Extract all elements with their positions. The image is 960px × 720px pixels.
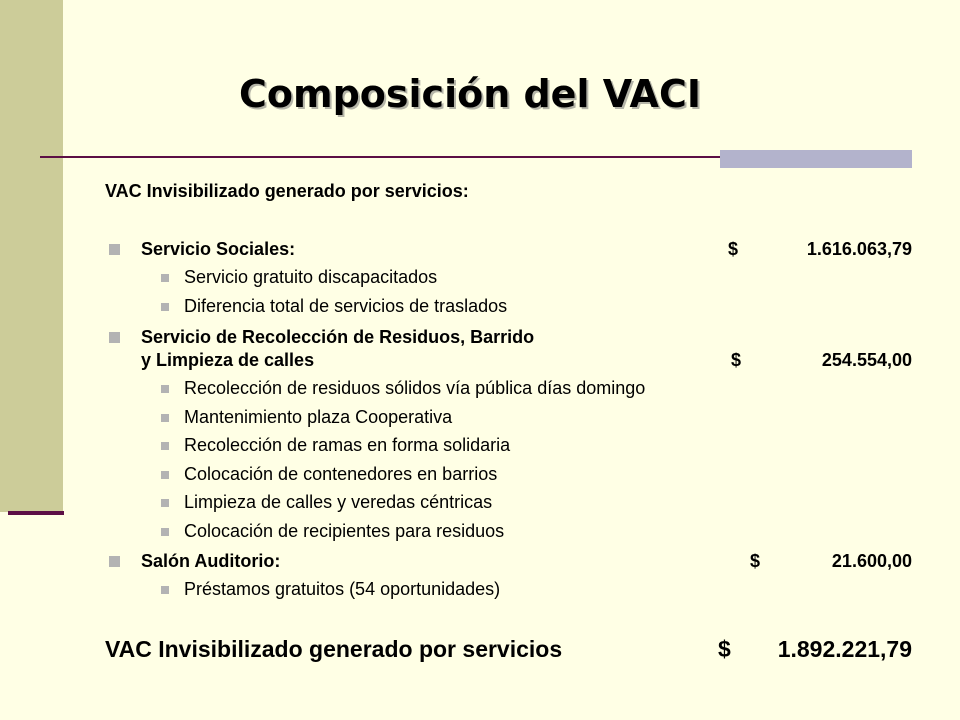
- square-bullet-icon: [161, 499, 169, 507]
- sub-bullet-text: Servicio gratuito discapacitados: [184, 267, 438, 287]
- title-underline-block: [720, 150, 912, 168]
- square-bullet-icon: [161, 414, 169, 422]
- square-bullet-icon: [161, 303, 169, 311]
- bullet-label-line2: y Limpieza de calles: [141, 350, 315, 370]
- sub-bullet: [0, 577, 960, 603]
- sub-bullet-text: Recolección de ramas en forma solidaria: [184, 435, 511, 455]
- sub-bullet-text: Colocación de recipientes para residuos: [184, 521, 505, 541]
- bullet-label: Servicio Sociales:: [141, 239, 296, 259]
- slide-title: Composición del VACI: [239, 72, 701, 116]
- amount-value: 254.554,00: [821, 350, 912, 370]
- amount-value: 21.600,00: [831, 551, 912, 571]
- currency-symbol: $: [728, 239, 739, 259]
- bullet-servicio-sociales: [0, 236, 960, 262]
- square-bullet-icon: [161, 528, 169, 536]
- sub-bullet: [0, 519, 960, 545]
- sub-bullet: [0, 376, 960, 402]
- sub-bullet-text: Limpieza de calles y veredas céntricas: [184, 492, 493, 512]
- total-label: VAC Invisibilizado generado por servicios: [105, 636, 563, 662]
- sub-bullet-text: Diferencia total de servicios de traslados: [184, 296, 508, 316]
- bullet-label: Salón Auditorio:: [141, 551, 281, 571]
- square-bullet-icon: [109, 332, 120, 343]
- total-amount: 1.892.221,79: [777, 636, 912, 662]
- square-bullet-icon: [109, 244, 120, 255]
- currency-symbol: $: [750, 551, 761, 571]
- sub-bullet: [0, 294, 960, 320]
- section-heading: VAC Invisibilizado generado por servicios:: [105, 181, 469, 201]
- amount-value: 1.616.063,79: [806, 239, 912, 259]
- bullet-salon-auditorio: [0, 548, 960, 574]
- sub-bullet-text: Mantenimiento plaza Cooperativa: [184, 407, 453, 427]
- bullet-label-line1: Servicio de Recolección de Residuos, Barrido: [141, 327, 535, 347]
- square-bullet-icon: [161, 385, 169, 393]
- sub-bullet: [0, 433, 960, 459]
- sub-bullet: [0, 265, 960, 291]
- square-bullet-icon: [161, 274, 169, 282]
- square-bullet-icon: [161, 471, 169, 479]
- square-bullet-icon: [161, 586, 169, 594]
- sub-bullet: [0, 490, 960, 516]
- sub-bullet-text: Recolección de residuos sólidos vía pública días domingo: [184, 378, 646, 398]
- bullet-servicio-recoleccion-line2: [0, 347, 960, 373]
- sub-bullet-text: Colocación de contenedores en barrios: [184, 464, 498, 484]
- sub-bullet: [0, 462, 960, 488]
- square-bullet-icon: [161, 442, 169, 450]
- currency-symbol: $: [731, 350, 742, 370]
- square-bullet-icon: [109, 556, 120, 567]
- sub-bullet: [0, 405, 960, 431]
- total-currency: $: [718, 636, 731, 662]
- sub-bullet-text: Préstamos gratuitos (54 oportunidades): [184, 579, 501, 599]
